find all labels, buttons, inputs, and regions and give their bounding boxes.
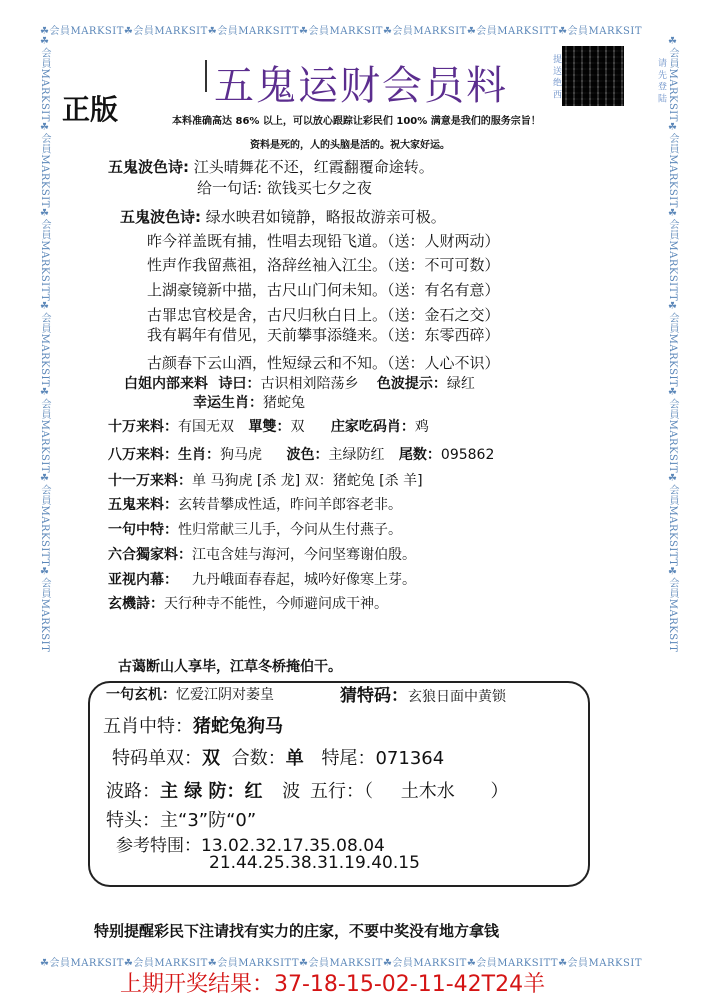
- cankao-value-2: 21.44.25.38.31.19.40.15: [209, 853, 420, 873]
- stamp-right: 请 先 登 陆: [656, 58, 666, 103]
- yashi-value: 九丹峨面春春起，城吟好像寒上芽。: [192, 572, 416, 588]
- poem-line-send: （送：金石之交）: [387, 306, 500, 324]
- box-danshuang-value: 双: [202, 748, 220, 769]
- poem-line-text: 古颜春下云山酒，性短绿云和不知。: [147, 354, 388, 372]
- bo-label: 波: [282, 781, 301, 802]
- title-bar-mark: [205, 60, 207, 92]
- poem1-sub-label: 给一句话:: [197, 179, 263, 197]
- shiwan-value: 有国无双: [178, 419, 234, 435]
- wuxing-label: 五行：（: [310, 781, 374, 802]
- shiyue-text: 古识相刘陪荡乡: [260, 376, 359, 392]
- wuxiao-label: 五肖中特：: [103, 716, 193, 737]
- shiyiwan-value: 单 马狗虎 [杀 龙] 双：猪蛇兔 [杀 羊]: [192, 473, 423, 489]
- yiju-line: [108, 519, 402, 539]
- bose-label: 色波提示：: [376, 376, 447, 392]
- yiju-value: 性归常献三儿手，今问从生付燕子。: [178, 522, 402, 538]
- yiju-xuanji-line: [106, 684, 274, 704]
- poem-line: [147, 254, 500, 275]
- poem-line-send: （送：东零西碎）: [387, 326, 500, 344]
- heshu-value: 单: [285, 748, 304, 769]
- poem1-text: 江头晴舞花不还，红霞翻覆命途转。: [193, 158, 434, 176]
- yiju-label: 一句中特：: [108, 522, 178, 538]
- poem1-line: [108, 156, 434, 177]
- poem-line-send: （送：人心不识）: [387, 354, 500, 372]
- poem-line: [147, 230, 500, 251]
- poem-line-text: 昨今祥盖既有捕，性唱去现铅飞道。: [147, 232, 388, 250]
- zhuangjia-label: 庄家吃码肖：: [330, 419, 415, 435]
- motto: 资料是死的，人的头脑是活的。祝大家好运。: [250, 140, 450, 151]
- qr-code: [562, 46, 624, 106]
- right-border-text: ☘会員MARKSIT☘会員MARKSIT☘会員MARKSITT☘会員MARKSIT☘会員MARKSIT☘会員MARKSITT☘会員MARKSIT: [667, 36, 678, 653]
- poem-line-send: （送：有名有意）: [387, 281, 500, 299]
- xingyun-line: [193, 392, 305, 412]
- baizhi-label: 白姐内部来料: [124, 376, 208, 392]
- poem-line-text: 我有羁年有借见，天前攀事添缝来。: [147, 326, 388, 344]
- poem2-line: [120, 206, 446, 227]
- wuxiao-value: 猪蛇兔狗马: [193, 716, 283, 737]
- danshuang-value: 双: [290, 419, 305, 435]
- liuhe-value: 江屯含娃与海河，今问坚骞谢伯殷。: [192, 547, 416, 563]
- poem1-sub: [197, 177, 372, 198]
- zhuangjia-value: 鸡: [414, 419, 429, 435]
- yiju-xuanji-value: 忆爱江阴对萎皇: [176, 687, 274, 703]
- shiyiwan-label: 十一万来料：: [108, 473, 192, 489]
- shiyiwan-line: [108, 470, 423, 490]
- bolu-line: [106, 777, 508, 803]
- yiju-xuanji-label: 一句玄机：: [106, 687, 176, 703]
- top-border-text: ☘会員MARKSIT☘会員MARKSIT☘会員MARKSITT☘会員MARKSIT☘会員MARKSIT☘会員MARKSITT☘会員MARKSIT: [40, 26, 642, 36]
- poem-line: [147, 279, 500, 300]
- page-title: 五鬼运财会员料: [214, 63, 508, 109]
- wuxing-close: ）: [490, 781, 509, 802]
- poem1-sub-text: 欲钱买七夕之夜: [266, 179, 372, 197]
- bawan-bose-label: 波色：: [286, 447, 329, 463]
- tewei-value: 071364: [375, 748, 445, 769]
- wugui-value: 玄转昔攀成性适，昨问羊郎容老非。: [178, 497, 402, 513]
- xuanji-label: 玄機詩：: [108, 596, 164, 612]
- yashi-label: 亚视内幕：: [108, 572, 178, 588]
- poem-line-send: （送：不可可数）: [387, 256, 500, 274]
- wugui-line: [108, 494, 402, 514]
- wuxing-value: 土木水: [400, 781, 455, 802]
- poem2-text: 绿水映君如镜静，略报故游亲可极。: [205, 208, 446, 226]
- heshu-label: 合数：: [231, 748, 286, 769]
- wugui-label: 五鬼来料：: [108, 497, 178, 513]
- poem-line-text: 上湖豪镜新中描，古尺山门何未知。: [147, 281, 388, 299]
- box-danshuang-label: 特码单双：: [112, 748, 202, 769]
- bawan-label: 八万来料：: [108, 447, 178, 463]
- left-border-text: ☘会員MARKSIT☘会員MARKSIT☘会員MARKSITT☘会員MARKSIT☘会員MARKSIT☘会員MARKSITT☘会員MARKSIT: [39, 36, 50, 653]
- xuanji-line: [108, 593, 388, 613]
- bawan-shengxiao-label: 生肖：: [178, 447, 220, 463]
- bawan-shengxiao-value: 狗马虎: [220, 447, 262, 463]
- liuhe-label: 六合獨家料：: [108, 547, 192, 563]
- poem-line: [147, 304, 500, 325]
- wuxiao-line: [103, 712, 283, 738]
- slogan: 本料准确高达 86% 以上，可以放心跟踪让彩民们 100% 满意是我们的服务宗旨！: [172, 116, 541, 127]
- weishu-label: 尾数：: [398, 447, 441, 463]
- last-result: 上期开奖结果：37-18-15-02-11-42T24羊: [120, 972, 546, 997]
- liuhe-line: [108, 544, 416, 564]
- xuanji-value: 天行种寺不能性，今师避问成干神。: [164, 596, 388, 612]
- shiwan-label: 十万来料：: [108, 419, 178, 435]
- caiteme-line: [340, 681, 506, 706]
- gudiao-line: 古蔼断山人享毕，江草冬桥掩伯干。: [118, 659, 342, 675]
- tetou-label: 特头：: [106, 810, 160, 831]
- bawan-line: [108, 444, 494, 464]
- xingyun-value: 猪蛇兔: [263, 395, 305, 411]
- cankao-value-1: 13.02.32.17.35.08.04: [201, 836, 385, 856]
- reminder: 特别提醒彩民下注请找有实力的庄家，不要中奖没有地方拿钱: [94, 922, 500, 940]
- baizhi-line: [124, 373, 475, 393]
- bose-value: 绿红: [446, 376, 475, 392]
- xingyun-label: 幸运生肖：: [193, 395, 263, 411]
- danshuang-box-line: [112, 744, 444, 770]
- danshuang-label: 單雙：: [248, 419, 291, 435]
- bolu-value: 主 绿 防：红: [160, 781, 263, 802]
- shiwan-line: [108, 416, 429, 436]
- tewei-label: 特尾：: [321, 748, 376, 769]
- shiyue-label: 诗曰：: [218, 376, 261, 392]
- poem2-label: 五鬼波色诗:: [120, 208, 201, 226]
- poem1-label: 五鬼波色诗:: [108, 158, 189, 176]
- poem-line-text: 性声作我留燕祖，洛辞丝袖入江尘。: [147, 256, 388, 274]
- caiteme-label: 猜特码：: [340, 686, 408, 706]
- stamp-left: 提 送 绝 西: [551, 53, 561, 99]
- tetou-line: [106, 806, 256, 832]
- cankao-label: 参考特围：: [116, 836, 201, 856]
- yashi-line: [108, 569, 416, 589]
- zhengban-label: 正版: [62, 93, 119, 126]
- weishu-value: 095862: [440, 447, 495, 463]
- poem-line-text: 古罪忠官校是舍，古尺归秋白日上。: [147, 306, 388, 324]
- bottom-border-text: ☘会員MARKSIT☘会員MARKSIT☘会員MARKSITT☘会員MARKSIT☘会員MARKSIT☘会員MARKSITT☘会員MARKSIT: [40, 958, 642, 968]
- bawan-bose-value: 主绿防红: [328, 447, 385, 463]
- tetou-value: 主“3”防“0”: [160, 810, 257, 831]
- poem-line: [147, 352, 500, 373]
- poem-line: [147, 324, 500, 345]
- caiteme-value: 玄狼日面中黄锁: [408, 689, 506, 705]
- bolu-label: 波路：: [106, 781, 160, 802]
- poem-line-send: （送：人财两动）: [387, 232, 500, 250]
